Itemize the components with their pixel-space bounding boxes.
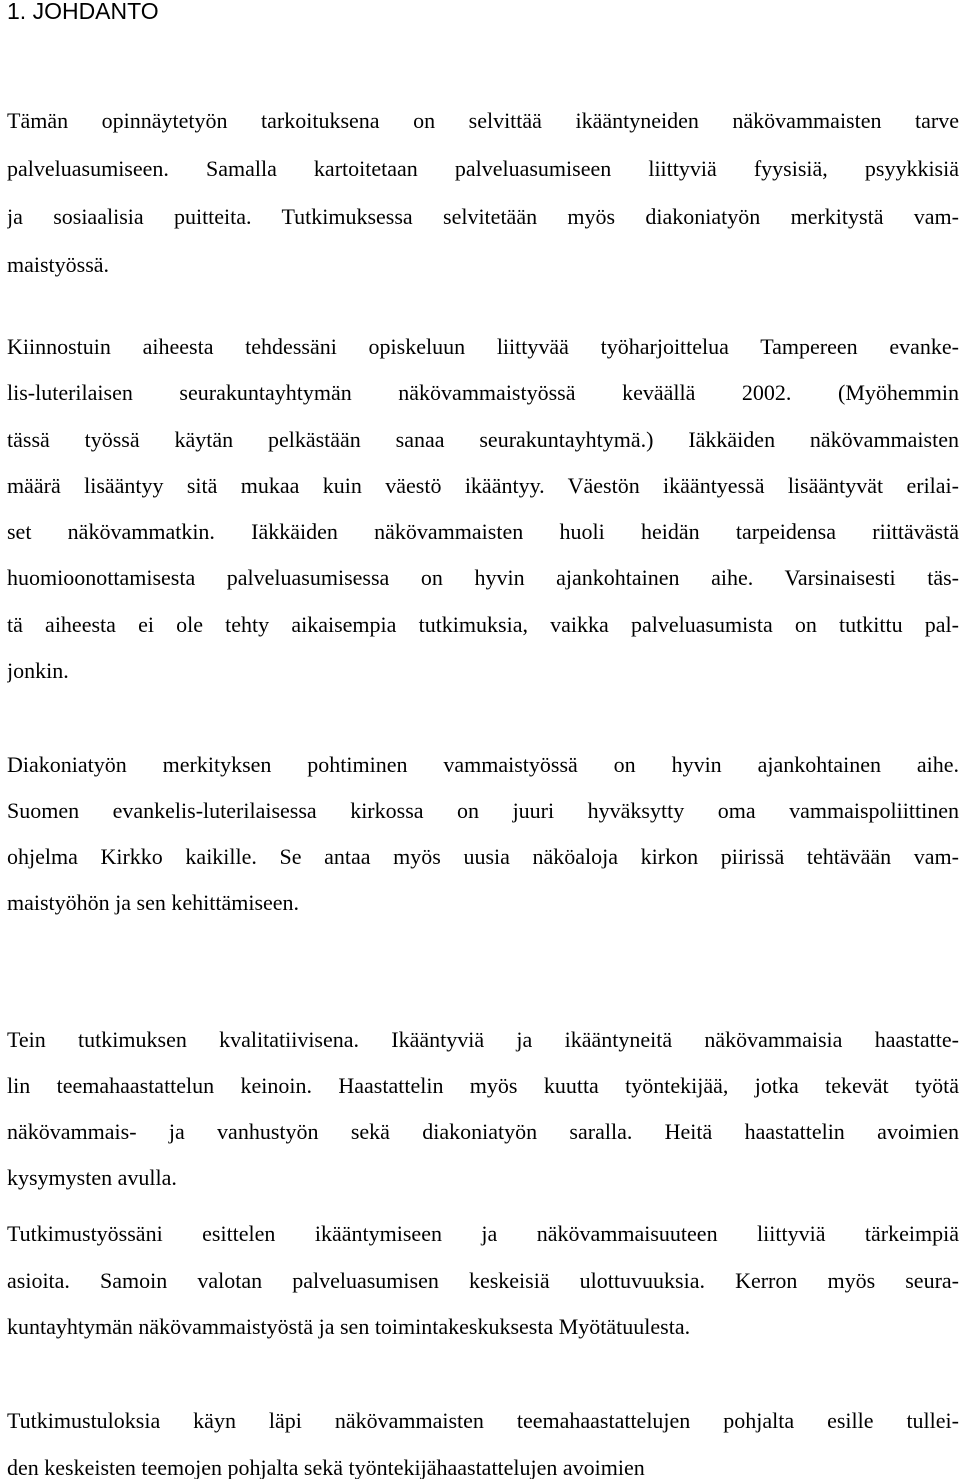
text-line: Tutkimustyössäni esittelen ikääntymiseen ja näkövammaisuuteen liittyviä tärkeimpiä [7,1221,959,1246]
text-line: Suomen evankelis-luterilaisessa kirkossa on juuri hyväksytty oma vammaispoliittinen [7,798,959,823]
paragraph-contents [7,1211,959,1351]
paragraph-results [7,1397,959,1479]
paragraph-method [7,1017,959,1201]
text-line: ohjelma Kirkko kaikille. Se antaa myös uusia näköaloja kirkon piirissä tehtävään vam- [7,844,959,869]
text-line: jonkin. [7,658,69,684]
text-line: määrä lisääntyy sitä mukaa kuin väestö ikääntyy. Väestön ikääntyessä lisääntyvät erilai- [7,472,959,498]
text-line: Kiinnostuin aiheesta tehdessäni opiskeluun liittyvää työharjoittelua Tampereen evanke- [7,334,959,359]
text-line: ja sosiaalisia puitteita. Tutkimuksessa selvitetään myös diakoniatyön merkitystä vam- [7,204,959,229]
text-line: näkövammais- ja vanhustyön sekä diakoniatyön saralla. Heitä haastattelin avoimien [7,1119,959,1144]
text-line: maistyössä. [7,252,110,277]
text-line: kuntayhtymän näkövammaistyöstä ja sen toimintakeskuksesta Myötätuulesta. [7,1314,691,1339]
text-line: asioita. Samoin valotan palveluasumisen keskeisiä ulottuvuuksia. Kerron myös seura- [7,1267,959,1293]
section-heading: 1. JOHDANTO [7,0,159,24]
text-line: huomioonottamisesta palveluasumisessa on hyvin ajankohtainen aihe. Varsinaisesti täs- [7,565,959,591]
text-line: Tein tutkimuksen kvalitatiivisena. Ikääntyviä ja ikääntyneitä näkövammaisia haastatte- [7,1027,959,1052]
paragraph-background [7,324,959,694]
text-line: Tutkimustuloksia käyn läpi näkövammaisten teemahaastattelujen pohjalta esille tullei- [7,1408,959,1433]
paragraph-purpose [7,97,959,289]
text-line: kysymysten avulla. [7,1165,177,1190]
text-line: Diakoniatyön merkityksen pohtiminen vammaistyössä on hyvin ajankohtainen aihe. [7,752,959,777]
text-line: tä aiheesta ei ole tehty aikaisempia tutkimuksia, vaikka palveluasumista on tutkittu pal- [7,611,959,637]
text-line: set näkövammatkin. Iäkkäiden näkövammaisten huoli heidän tarpeidensa riittävästä [7,519,959,545]
text-line: palveluasumiseen. Samalla kartoitetaan palveluasumiseen liittyviä fyysisiä, psyykkisiä [7,156,959,181]
text-line: lis-luterilaisen seurakuntayhtymän näkövammaistyössä keväällä 2002. (Myöhemmin [7,380,959,406]
text-line: den keskeisten teemojen pohjalta sekä työntekijähaastattelujen avoimien [7,1455,645,1479]
text-line: lin teemahaastattelun keinoin. Haastattelin myös kuutta työntekijää, jotka tekevät työtä [7,1073,959,1098]
text-line: tässä työssä käytän pelkästään sanaa seurakuntayhtymä.) Iäkkäiden näkövammaisten [7,426,959,452]
text-line: maistyöhön ja sen kehittämiseen. [7,890,300,915]
text-line: Tämän opinnäytetyön tarkoituksena on selvittää ikääntyneiden näkövammaisten tarve [7,108,959,133]
paragraph-diaconia [7,742,959,926]
